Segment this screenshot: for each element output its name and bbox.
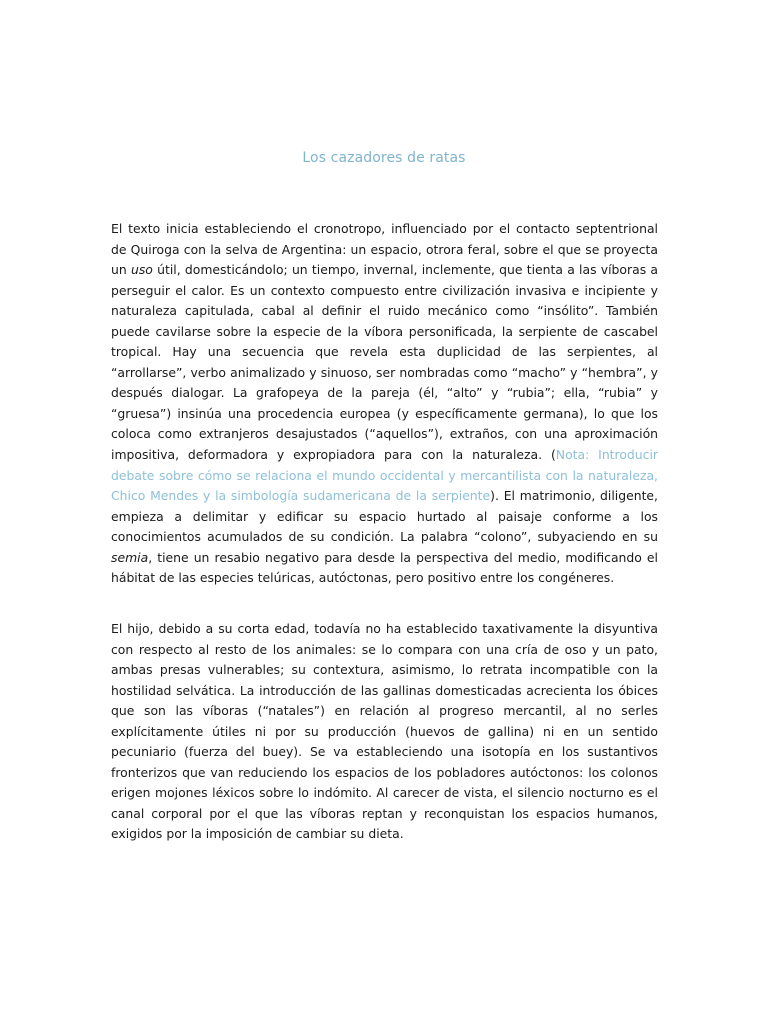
- paragraph-1-text-c: ). El matrimonio, diligente, empieza a delimitar y edificar su espacio hurtado al paisaje conforme a los conocimientos acumulados de su condición. La palabra “colono”, subyaciendo en su: [111, 488, 658, 545]
- paragraph-1-text-d: , tiene un resabio negativo para desde la perspectiva del medio, modificando el hábitat de las especies telúricas, autóctonas, pero positivo entre los congéneres.: [111, 549, 658, 586]
- paragraph-1-text-b: útil, domesticándolo; un tiempo, invernal, inclemente, que tienta a las víboras a perseguir el calor. Es un contexto compuesto entre civilización invasiva e incipiente y naturaleza capitulada, cabal al definir el ruido mecánico como “insólito”. También puede cavilarse sobre la especie de la víbora personificada, la serpiente de cascabel tropical. Hay una secuencia que revela esta duplicidad de las serpientes, al “arrollarse”, verbo animalizado y sinuoso, ser nombradas como “macho” y “hembra”, y después dialogar. La grafopeya de la pareja (él, “alto” y “rubia”; ella, “rubia” y “gruesa”) insinúa una procedencia europea (y específicamente germana), lo que los coloca como extranjeros desajustados (“aquellos”), extraños, con una aproximación impositiva, deformadora y expropiadora para con la naturaleza. (: [111, 262, 658, 463]
- paragraph-1-italic-semia: semia: [111, 549, 149, 565]
- editor-note: Nota: Introducir debate sobre cómo se relaciona el mundo occidental y mercantilista con la naturaleza, Chico Mendes y la simbología sudamericana de la serpiente: [111, 447, 658, 504]
- paragraph-2: El hijo, debido a su corta edad, todavía no ha establecido taxativamente la disyuntiva con respecto al resto de los animales: se lo compara con una cría de oso y un pato, ambas presas vulnerables; su contextura, asimismo, lo retrata incompatible con la hostilidad selvática. La introducción de las gallinas domesticadas acrecienta los óbices que son las víboras (“natales”) en relación al progreso mercantil, al no serles explícitamente útiles ni por su producción (huevos de gallina) ni en un sentido pecuniario (fuerza del buey). Se va estableciendo una isotopía en los sustantivos fronterizos que van reduciendo los espacios de los pobladores autóctonos: los colonos erigen mojones léxicos sobre lo indómito. Al carecer de vista, el silencio nocturno es el canal corporal por el que las víboras reptan y reconquistan los espacios humanos, exigidos por la imposición de cambiar su dieta.: [111, 621, 658, 842]
- document-title: Los cazadores de ratas: [302, 150, 466, 166]
- paragraph-1-italic-uso: uso: [130, 262, 153, 278]
- paragraph-1: [111, 219, 658, 589]
- paragraph-1-text-a: El texto inicia estableciendo el cronotropo, influenciado por el contacto septentrional de Quiroga con la selva de Argentina: un espacio, otrora feral, sobre el que se proyecta un: [111, 221, 658, 278]
